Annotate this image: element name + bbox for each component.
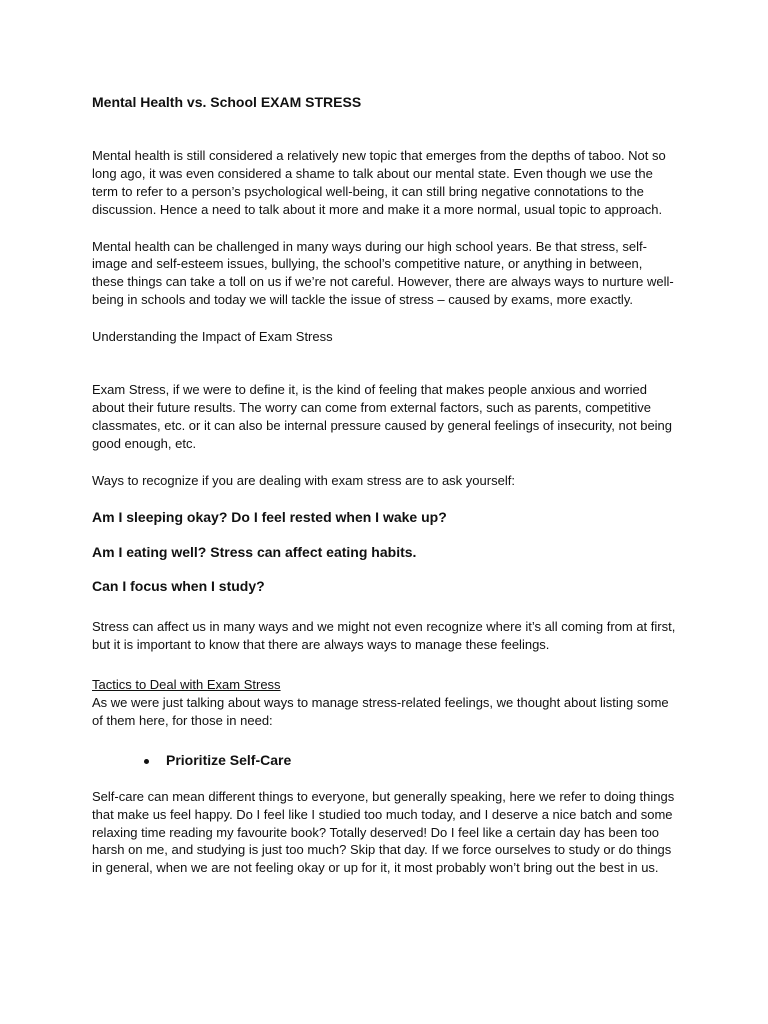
definition-paragraph: Exam Stress, if we were to define it, is the kind of feeling that makes people anxious and worried about their future results. The worry can come from external factors, such as parents, competitive classmates, etc. or it can also be internal pressure caused by general feelings of insecurity, not being good enough, etc. [92, 382, 673, 451]
intro-paragraph-1: Mental health is still considered a relatively new topic that emerges from the depths of taboo. Not so long ago, it was even considered a shame to talk about our mental state. Even though we use the term to refer to a person’s psychological well-being, it can still bring negative connotations to the discussion. Hence a need to talk about it more and make it a more normal, usual topic to approach. [92, 147, 666, 217]
intro-paragraph-2: Mental health can be challenged in many ways during our high school years. Be that stress, self-image and self-esteem issues, bullying, the school’s competitive nature, or anything in between, these things can take a toll on us if we’re not careful. However, there are always ways to nurture well-being in schools and today we will tackle the issue of stress – caused by exams, more exactly. [92, 238, 674, 308]
recognize-paragraph: Ways to recognize if you are dealing with exam stress are to ask yourself: [92, 472, 515, 488]
bullet-icon [144, 759, 149, 764]
tactics-list [92, 752, 677, 770]
question-sleeping: Am I sleeping okay? Do I feel rested when I wake up? [92, 508, 447, 525]
list-item-label: Prioritize Self-Care [166, 751, 292, 768]
question-eating: Am I eating well? Stress can affect eating habits. [92, 543, 417, 560]
section-heading-impact: Understanding the Impact of Exam Stress [92, 329, 333, 345]
list-item [144, 752, 677, 770]
document-title: Mental Health vs. School EXAM STRESS [92, 94, 362, 110]
tactics-intro-paragraph: As we were just talking about ways to manage stress-related feelings, we thought about listing some of them here, for those in need: [92, 695, 669, 728]
section-heading-tactics: Tactics to Deal with Exam Stress [92, 677, 281, 693]
question-focus: Can I focus when I study? [92, 578, 265, 595]
self-care-paragraph: Self-care can mean different things to everyone, but generally speaking, here we refer to doing things that make us feel happy. Do I feel like I studied too much today, and I deserve a nice batch and some relaxing time reading my favourite book? Totally deserved! Do I feel like a certain day has been too harsh on me, and studying is just too much? Skip that day. If we force ourselves to study or do things in general, when we are not feeling okay or up for it, it most probably won’t bring out the best in us. [92, 788, 675, 876]
stress-closing-paragraph: Stress can affect us in many ways and we might not even recognize where it’s all coming from at first, but it is important to know that there are always ways to manage these feelings. [92, 619, 676, 653]
document-body [92, 94, 677, 896]
